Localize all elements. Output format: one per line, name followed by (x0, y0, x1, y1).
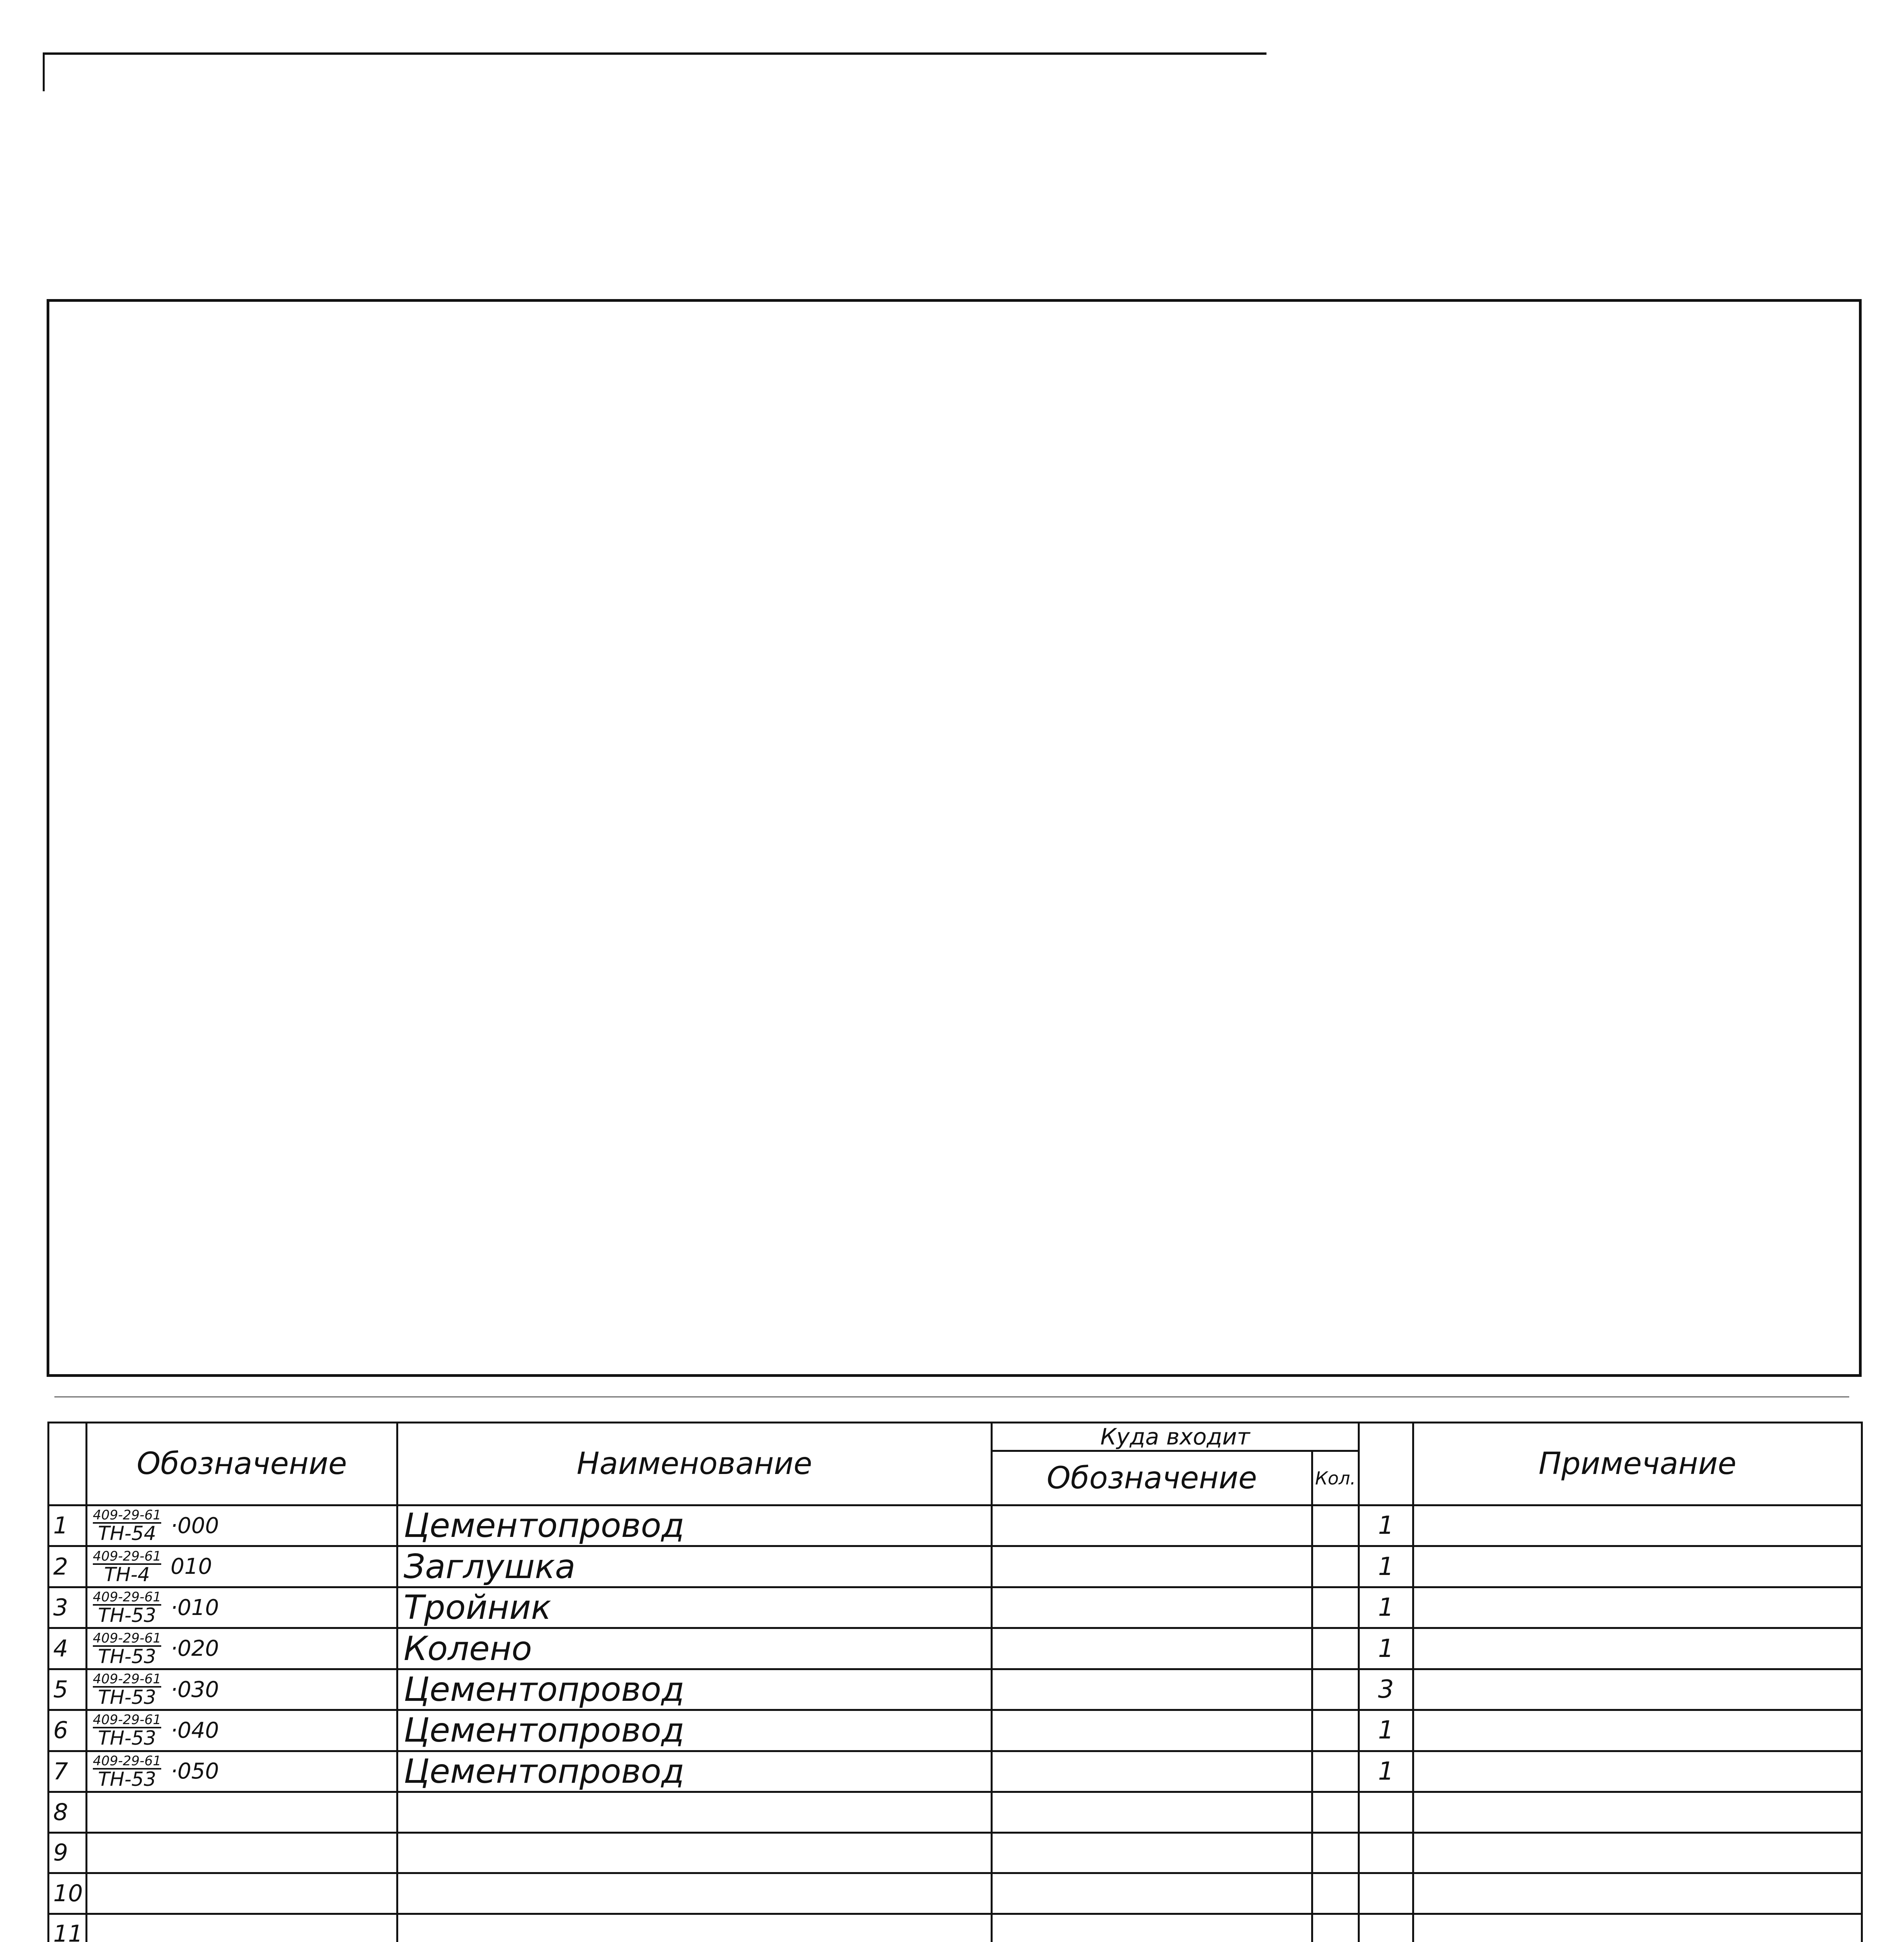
designation-series: 409-29-61 (93, 1753, 161, 1769)
designation-series: 409-29-61 (93, 1589, 161, 1605)
header-row-no (49, 1423, 87, 1505)
table-row (49, 1792, 1862, 1832)
note-cell (1413, 1505, 1862, 1546)
designation-cell (87, 1669, 397, 1710)
header-where-qty: Кол. (1312, 1451, 1359, 1505)
empty-cell (87, 1792, 397, 1832)
empty-cell (397, 1873, 992, 1914)
empty-cell (992, 1832, 1312, 1873)
total-qty: 1 (1359, 1505, 1413, 1546)
row-number: 8 (49, 1792, 87, 1832)
header-where-used: Куда входит (992, 1423, 1359, 1451)
total-qty: 1 (1359, 1751, 1413, 1792)
item-name: Цементопровод (397, 1669, 992, 1710)
designation-cell (87, 1751, 397, 1792)
top-border-line (43, 52, 1266, 55)
where-qty (1312, 1669, 1359, 1710)
designation-cell (87, 1710, 397, 1751)
designation-code: ТН-53 (98, 1645, 156, 1668)
row-number: 6 (49, 1710, 87, 1751)
table-row (49, 1873, 1862, 1914)
total-qty: 1 (1359, 1587, 1413, 1628)
row-number: 4 (49, 1628, 87, 1669)
note-cell (1413, 1751, 1862, 1792)
empty-cell (87, 1873, 397, 1914)
empty-cell (87, 1832, 397, 1873)
designation-series: 409-29-61 (93, 1671, 161, 1687)
item-name: Колено (397, 1628, 992, 1669)
row-number: 1 (49, 1505, 87, 1546)
row-number: 11 (49, 1914, 87, 1942)
table-row (49, 1546, 1862, 1587)
table-row (49, 1832, 1862, 1873)
empty-cell (1312, 1832, 1359, 1873)
where-designation (992, 1505, 1312, 1546)
top-left-tick (43, 52, 45, 91)
where-designation (992, 1587, 1312, 1628)
row-number: 10 (49, 1873, 87, 1914)
designation-code: ТН-4 (104, 1563, 150, 1586)
total-qty: 1 (1359, 1710, 1413, 1751)
designation-cell (87, 1587, 397, 1628)
table-row (49, 1628, 1862, 1669)
note-cell (1413, 1546, 1862, 1587)
total-qty: 1 (1359, 1546, 1413, 1587)
empty-cell (992, 1873, 1312, 1914)
table-row (49, 1914, 1862, 1942)
empty-cell (1359, 1832, 1413, 1873)
where-designation (992, 1546, 1312, 1587)
note-cell (1413, 1587, 1862, 1628)
note-cell (1413, 1628, 1862, 1669)
empty-cell (1413, 1832, 1862, 1873)
empty-cell (1312, 1792, 1359, 1832)
empty-cell (1413, 1914, 1862, 1942)
item-name: Цементопровод (397, 1751, 992, 1792)
table-row (49, 1710, 1862, 1751)
drawing-area-frame (47, 299, 1862, 1377)
designation-suffix: ·020 (170, 1636, 219, 1662)
header-where-designation: Обозначение (992, 1451, 1312, 1505)
table-row (49, 1505, 1862, 1546)
empty-cell (87, 1914, 397, 1942)
designation-code: ТН-53 (98, 1768, 156, 1791)
table-row (49, 1587, 1862, 1628)
designation-cell (87, 1628, 397, 1669)
designation-suffix: ·030 (170, 1677, 219, 1702)
table-row (49, 1669, 1862, 1710)
header-name: Наименование (397, 1423, 992, 1505)
empty-cell (1413, 1873, 1862, 1914)
row-number: 5 (49, 1669, 87, 1710)
designation-suffix: ·050 (170, 1759, 219, 1784)
where-qty (1312, 1505, 1359, 1546)
where-designation (992, 1628, 1312, 1669)
designation-cell (87, 1505, 397, 1546)
where-qty (1312, 1587, 1359, 1628)
where-designation (992, 1710, 1312, 1751)
empty-cell (397, 1914, 992, 1942)
total-qty: 3 (1359, 1669, 1413, 1710)
designation-suffix: ·040 (170, 1718, 219, 1743)
empty-cell (1359, 1873, 1413, 1914)
designation-series: 409-29-61 (93, 1712, 161, 1728)
specification-table (47, 1422, 1863, 1942)
row-number: 9 (49, 1832, 87, 1873)
empty-cell (1359, 1792, 1413, 1832)
designation-code: ТН-53 (98, 1604, 156, 1627)
designation-cell (87, 1546, 397, 1587)
designation-suffix: 010 (170, 1554, 212, 1580)
table-row (49, 1751, 1862, 1792)
designation-series: 409-29-61 (93, 1630, 161, 1646)
empty-cell (397, 1792, 992, 1832)
designation-suffix: ·010 (170, 1595, 219, 1620)
header-designation: Обозначение (87, 1423, 397, 1505)
where-qty (1312, 1710, 1359, 1751)
empty-cell (397, 1832, 992, 1873)
empty-cell (992, 1792, 1312, 1832)
where-designation (992, 1751, 1312, 1792)
empty-cell (1312, 1873, 1359, 1914)
total-qty: 1 (1359, 1628, 1413, 1669)
where-qty (1312, 1628, 1359, 1669)
item-name: Цементопровод (397, 1505, 992, 1546)
header-total-qty (1359, 1423, 1413, 1505)
where-qty (1312, 1546, 1359, 1587)
header-note: Примечание (1413, 1423, 1862, 1505)
where-qty (1312, 1751, 1359, 1792)
row-number: 7 (49, 1751, 87, 1792)
designation-code: ТН-53 (98, 1727, 156, 1750)
designation-code: ТН-54 (98, 1522, 156, 1545)
empty-cell (1413, 1792, 1862, 1832)
item-name: Тройник (397, 1587, 992, 1628)
item-name: Заглушка (397, 1546, 992, 1587)
empty-cell (1359, 1914, 1413, 1942)
designation-code: ТН-53 (98, 1686, 156, 1709)
row-number: 2 (49, 1546, 87, 1587)
empty-cell (992, 1914, 1312, 1942)
empty-cell (1312, 1914, 1359, 1942)
separator-line (54, 1396, 1849, 1397)
row-number: 3 (49, 1587, 87, 1628)
note-cell (1413, 1710, 1862, 1751)
designation-series: 409-29-61 (93, 1507, 161, 1523)
item-name: Цементопровод (397, 1710, 992, 1751)
where-designation (992, 1669, 1312, 1710)
designation-suffix: ·000 (170, 1513, 219, 1538)
designation-series: 409-29-61 (93, 1548, 161, 1564)
note-cell (1413, 1669, 1862, 1710)
